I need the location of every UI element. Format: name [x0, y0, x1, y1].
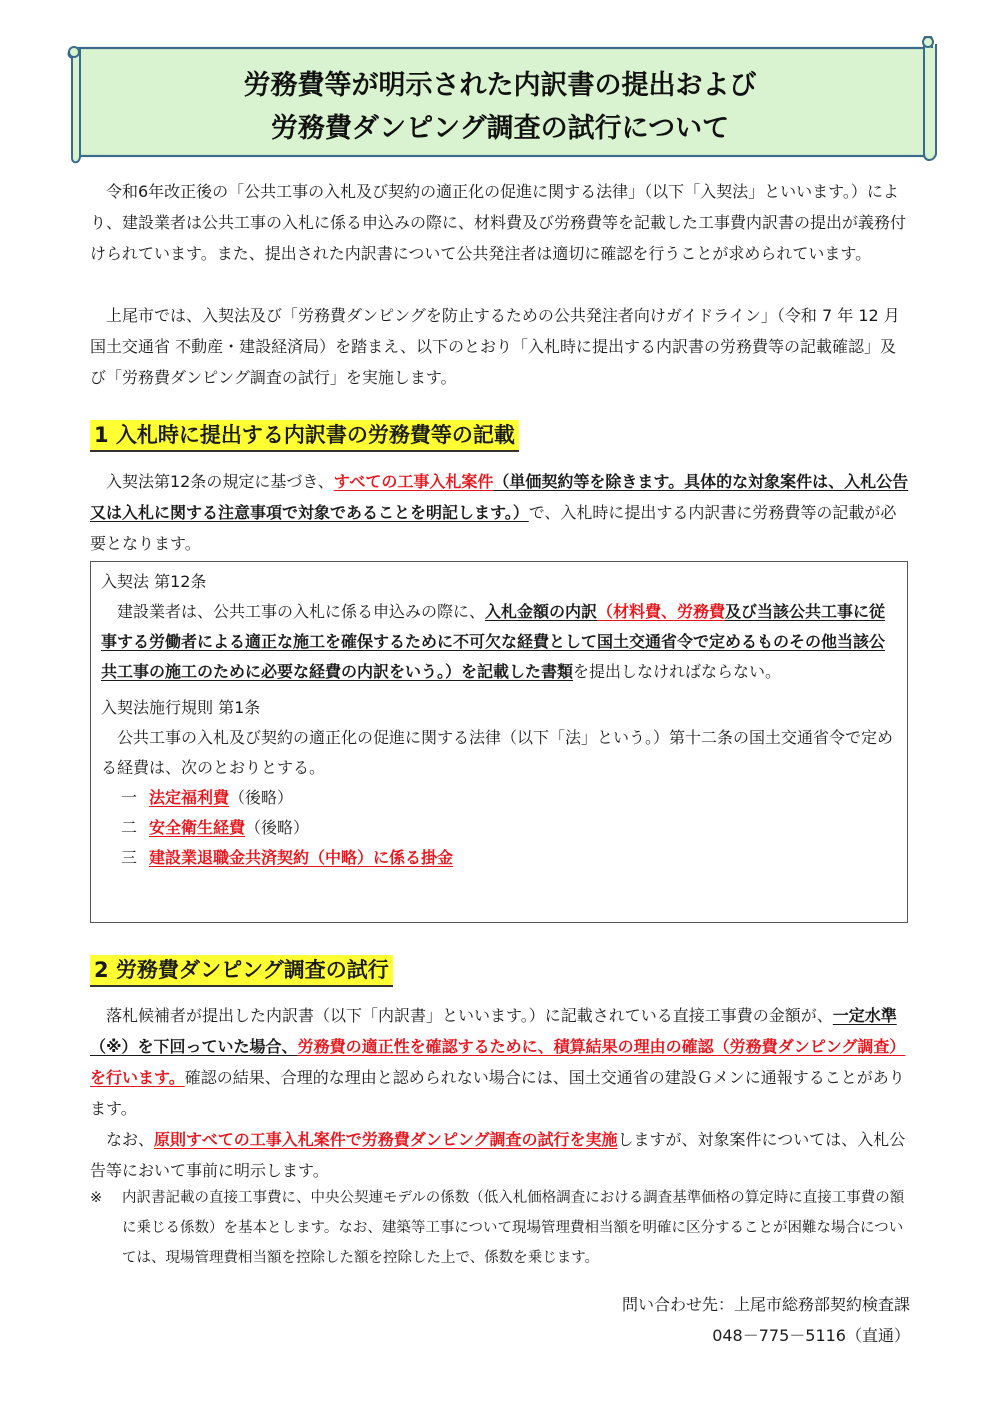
section-2-text-a: 落札候補者が提出した内訳書（以下「内訳書」といいます。）に記載されている直接工事費の金額が、: [106, 1006, 833, 1025]
contact-phone: 048－775－5116（直通）: [712, 1326, 910, 1345]
law-2-body: 公共工事の入札及び契約の適正化の促進に関する法律（以下「法」という。）第十二条の国土交通省令で定める経費は、次のとおりとする。: [101, 728, 894, 777]
law-list-item: [101, 813, 897, 843]
section-1-text-d: で、入札時に提出する内訳書に労務費等の記載が必要となります。: [90, 503, 897, 553]
section-2-emphasis-trial: 原則すべての工事入札案件で労務費ダンピング調査の試行を実施: [154, 1130, 618, 1149]
law-item-rest: （中略）: [309, 848, 374, 867]
law-item-term: 建設業退職金共済契約: [149, 848, 310, 867]
section-2-emphasis-threshold: 一定水準（※）を下回っていた場合、: [90, 1006, 897, 1056]
section-1-paragraph: [90, 466, 910, 559]
section-2-heading: 2 労務費ダンピング調査の試行: [90, 955, 393, 987]
law-item-number: 二: [121, 818, 138, 837]
section-2-paragraph-1: [90, 1000, 910, 1124]
footnote-mark: ※: [90, 1190, 103, 1206]
law-item-tail: に係る掛金: [373, 848, 454, 867]
law-quotation-box: [90, 561, 908, 923]
law-item-term: 安全衛生経費: [149, 818, 246, 837]
section-1-text-a: 入契法第12条の規定に基づき、: [106, 472, 334, 491]
section-1-heading: 1 入札時に提出する内訳書の労務費等の記載: [90, 420, 519, 452]
page-title: [80, 64, 920, 150]
law-2-title: 入契法施行規則 第1条: [101, 698, 261, 717]
law-1-text-a: 建設業者は、公共工事の入札に係る申込みの際に、: [117, 602, 486, 621]
section-2-paragraph-2: [90, 1124, 910, 1186]
law-item-rest: （後略）: [229, 788, 294, 807]
section-2-text-p2a: なお、: [106, 1130, 155, 1149]
section-1-emphasis-note: （単価契約等を除きます。具体的な対象案件は、入札公告又は入札に関する注意事項で対象であることを明記します。）: [90, 472, 909, 522]
title-line-1: 労務費等が明示された内訳書の提出および: [243, 70, 757, 101]
law-1-body: [101, 597, 897, 687]
contact-info: [622, 1289, 910, 1351]
contact-department: 問い合わせ先：上尾市総務部契約検査課: [621, 1295, 910, 1314]
intro-paragraph-2: 上尾市では、入契法及び「労務費ダンピングを防止するための公共発注者向けガイドライン」（令和 7 年 12 月 国土交通省 不動産・建設経済局）を踏まえ、以下のとおり「入札時に提出する内訳書の労務費等の記載確認」及び「労務費ダンピング調査の試行」を実施します。: [90, 306, 900, 387]
law-item-term: 法定福利費: [149, 788, 230, 807]
section-2-text-d: 確認の結果、合理的な理由と認められない場合には、国土交通省の建設Ｇメンに通報することがあります。: [90, 1068, 905, 1118]
law-list-item: [101, 843, 897, 873]
law-1-emphasis-rest: 及び当該公共工事に従事する労働者による適正な施工を確保するために不可欠な経費として国土交通省令で定めるものその他当該公共工事の施工のために必要な経費の内訳をいう。）を記載した書類: [101, 602, 886, 681]
law-1-emphasis-breakdown: 入札金額の内訳: [485, 602, 598, 621]
section-2-emphasis-investigation: 労務費の適正性を確認するために、積算結果の理由の確認（労務費ダンピング調査）を行います。: [90, 1037, 906, 1087]
section-2-text-p2c: しますが、対象案件については、入札公告等において事前に明示します。: [90, 1130, 906, 1180]
law-item-number: 三: [121, 848, 138, 867]
law-item-rest: （後略）: [245, 818, 310, 837]
law-1-emphasis-costs: （材料費、労務費: [597, 602, 726, 621]
law-item-number: 一: [121, 788, 138, 807]
intro-paragraph-1: 令和6年改正後の「公共工事の入札及び契約の適正化の促進に関する法律」（以下「入契法」といいます。）により、建設業者は公共工事の入札に係る申込みの際に、材料費及び労務費等を記載した工事費内訳書の提出が義務付けられています。また、提出された内訳書について公共発注者は適切に確認を行うことが求められています。: [90, 182, 907, 263]
section-1-emphasis-target: すべての工事入札案件: [333, 472, 494, 491]
law-1-text-e: を提出しなければならない。: [573, 662, 782, 681]
footnote: [90, 1183, 910, 1273]
law-1-title: 入契法 第12条: [101, 572, 207, 591]
law-list-item: [101, 783, 897, 813]
footnote-text: 内訳書記載の直接工事費に、中央公契連モデルの係数（低入札価格調査における調査基準価格の算定時に直接工事費の額に乗じる係数）を基本とします。なお、建築等工事について現場管理費相当額を明確に区分することが困難な場合については、現場管理費相当額を控除した額を控除した上で、係数を乗じます。: [122, 1190, 905, 1266]
title-line-2: 労務費ダンピング調査の試行について: [270, 113, 730, 144]
